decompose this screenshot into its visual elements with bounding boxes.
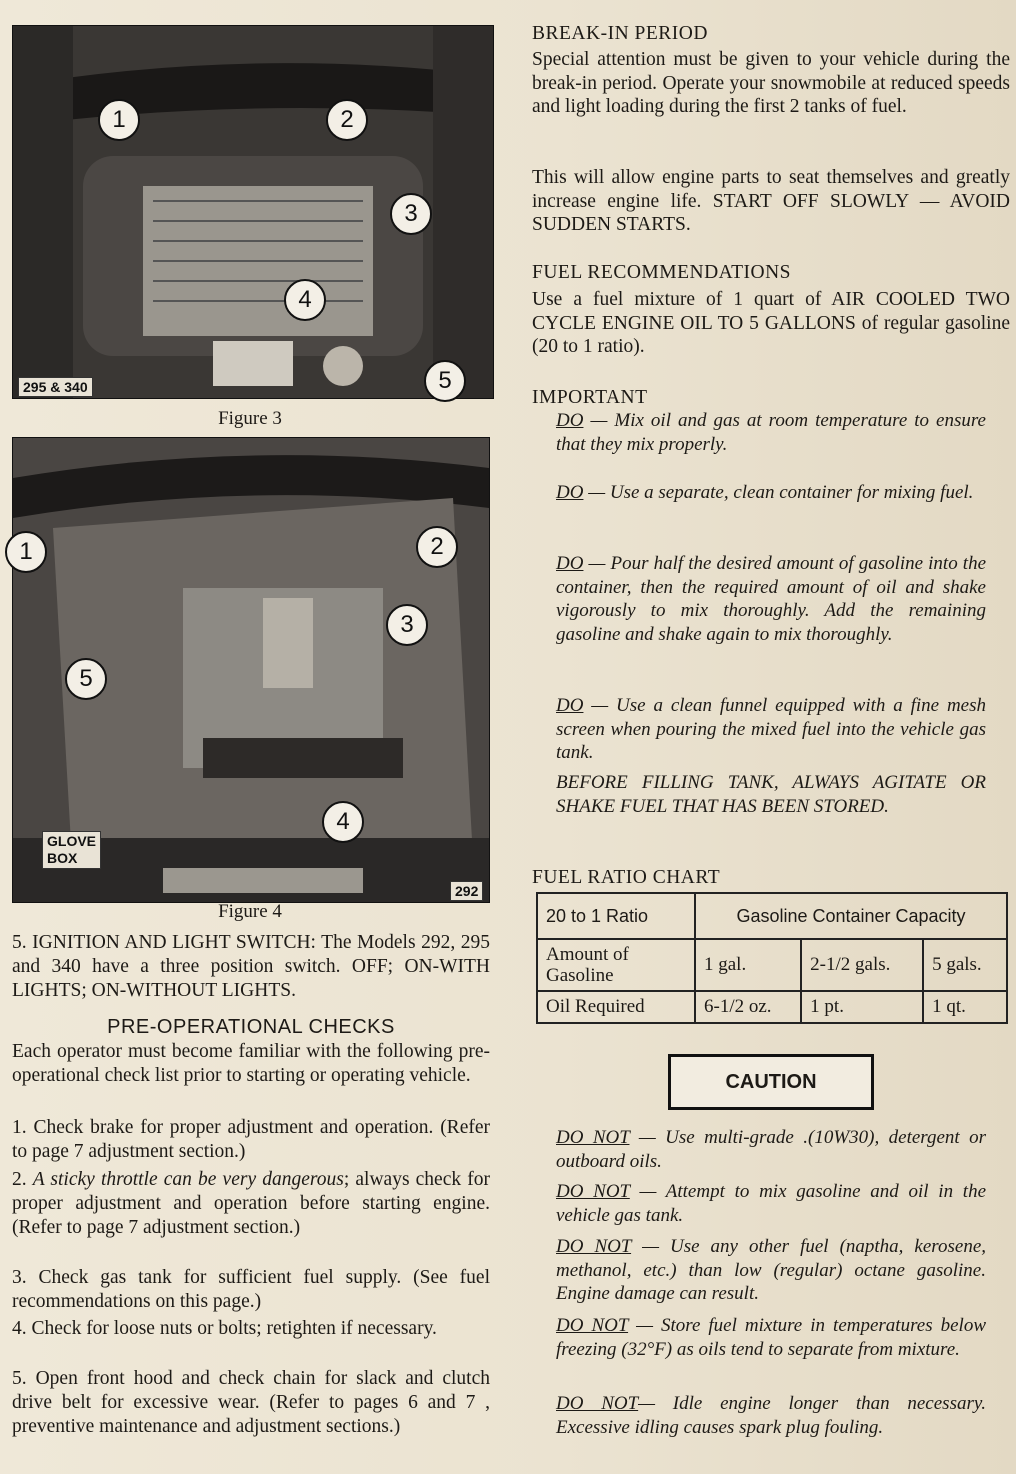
breakin-heading: BREAK-IN PERIOD (532, 23, 708, 44)
figure-3-caption: Figure 3 (218, 408, 282, 429)
table-cell: 5 gals. (923, 939, 1007, 991)
do-not-item-1: DO NOT — Use multi-grade .(10W30), detergent or outboard oils. (556, 1127, 986, 1172)
figure-3-callout-1: 1 (98, 99, 140, 141)
do-item-2: DO — Use a separate, clean container for mixing fuel. (556, 482, 974, 503)
figure-4-callout-4: 4 (322, 801, 364, 843)
important-heading: IMPORTANT (532, 387, 648, 408)
figure-3-model-tag: 295 & 340 (18, 377, 93, 397)
do-not-item-4: DO NOT — Store fuel mixture in temperatures below freezing (32°F) as oils tend to separate from mixture. (556, 1315, 986, 1360)
fuel-ratio-chart-heading: FUEL RATIO CHART (532, 867, 721, 888)
table-row (537, 939, 1007, 991)
figure-4-callout-3: 3 (386, 604, 428, 646)
figure-4-callout-2: 2 (416, 526, 458, 568)
table-cell: Amount of Gasoline (537, 939, 695, 991)
table-cell: 1 gal. (695, 939, 801, 991)
preop-item-5: 5. Open front hood and check chain for slack and clutch drive belt for excessive wear. (Refer to pages 6 and 7 , preventive maintenance and adjustment sections.) (12, 1368, 490, 1437)
figure-3-callout-5: 5 (424, 360, 466, 402)
figure-3-callout-2: 2 (326, 99, 368, 141)
do-item-1: DO — Mix oil and gas at room temperature to ensure that they mix properly. (556, 410, 986, 455)
preop-intro: Each operator must become familiar with the following pre-operational check list prior to starting or operating vehicle. (12, 1041, 490, 1086)
before-filling-text: BEFORE FILLING TANK, ALWAYS AGITATE OR SHAKE FUEL THAT HAS BEEN STORED. (556, 772, 986, 817)
table-header-row (537, 893, 1007, 939)
fuel-paragraph: Use a fuel mixture of 1 quart of AIR COOLED TWO CYCLE ENGINE OIL TO 5 GALLONS of regular gasoline (20 to 1 ratio). (532, 289, 1010, 357)
figure-3-callout-3: 3 (390, 193, 432, 235)
fuel-heading: FUEL RECOMMENDATIONS (532, 262, 791, 283)
figure-4-callout-1: 1 (5, 531, 47, 573)
preop-item-1: 1. Check brake for proper adjustment and operation. (Refer to page 7 adjustment section.) (12, 1117, 490, 1162)
table-cell: 1 qt. (923, 991, 1007, 1023)
preop-item-4: 4. Check for loose nuts or bolts; retighten if necessary. (12, 1318, 437, 1339)
preop-heading: PRE-OPERATIONAL CHECKS (107, 1016, 395, 1038)
breakin-paragraph-2: This will allow engine parts to seat themselves and greatly increase engine life. START OFF SLOWLY — AVOID SUDDEN STARTS. (532, 167, 1010, 235)
do-not-item-3: DO NOT — Use any other fuel (naptha, kerosene, methanol, etc.) than low (regular) octane gasoline. Engine damage can result. (556, 1236, 986, 1304)
figure-4-model-tag: 292 (450, 881, 483, 901)
fuel-ratio-table (536, 892, 1008, 1024)
table-cell: Oil Required (537, 991, 695, 1023)
do-item-3: DO — Pour half the desired amount of gasoline into the container, then the required amount of oil and shake vigorously to mix thoroughly. Add the remaining gasoline and shake again to mix thoroughly. (556, 553, 986, 645)
preop-item-2: 2. A sticky throttle can be very dangerous; always check for proper adjustment and operation before starting engine. (Refer to page 7 adjustment section.) (12, 1169, 490, 1238)
table-header-ratio: 20 to 1 Ratio (537, 893, 695, 939)
figure-4-callout-5: 5 (65, 658, 107, 700)
figure-3-callout-4: 4 (284, 279, 326, 321)
table-cell: 2-1/2 gals. (801, 939, 923, 991)
do-not-item-5: DO NOT— Idle engine longer than necessary. Excessive idling causes spark plug fouling. (556, 1393, 986, 1438)
preop-item-3: 3. Check gas tank for sufficient fuel supply. (See fuel recommendations on this page.) (12, 1267, 490, 1312)
glove-box-label: GLOVE BOX (42, 831, 101, 869)
caution-banner: CAUTION (668, 1054, 874, 1110)
do-item-4: DO — Use a clean funnel equipped with a fine mesh screen when pouring the mixed fuel into the vehicle gas tank. (556, 695, 986, 763)
table-cell: 1 pt. (801, 991, 923, 1023)
table-cell: 6-1/2 oz. (695, 991, 801, 1023)
table-row (537, 991, 1007, 1023)
table-header-capacity: Gasoline Container Capacity (695, 893, 1007, 939)
breakin-paragraph-1: Special attention must be given to your vehicle during the break-in period. Operate your snowmobile at reduced speeds and light loading during the first 2 tanks of fuel. (532, 49, 1010, 117)
do-not-item-2: DO NOT — Attempt to mix gasoline and oil in the vehicle gas tank. (556, 1181, 987, 1226)
figure-4-caption: Figure 4 (218, 901, 282, 922)
ignition-switch-text: 5. IGNITION AND LIGHT SWITCH: The Models 292, 295 and 340 have a three position switch. OFF; ON-WITH LIGHTS; ON-WITHOUT LIGHTS. (12, 932, 490, 1001)
